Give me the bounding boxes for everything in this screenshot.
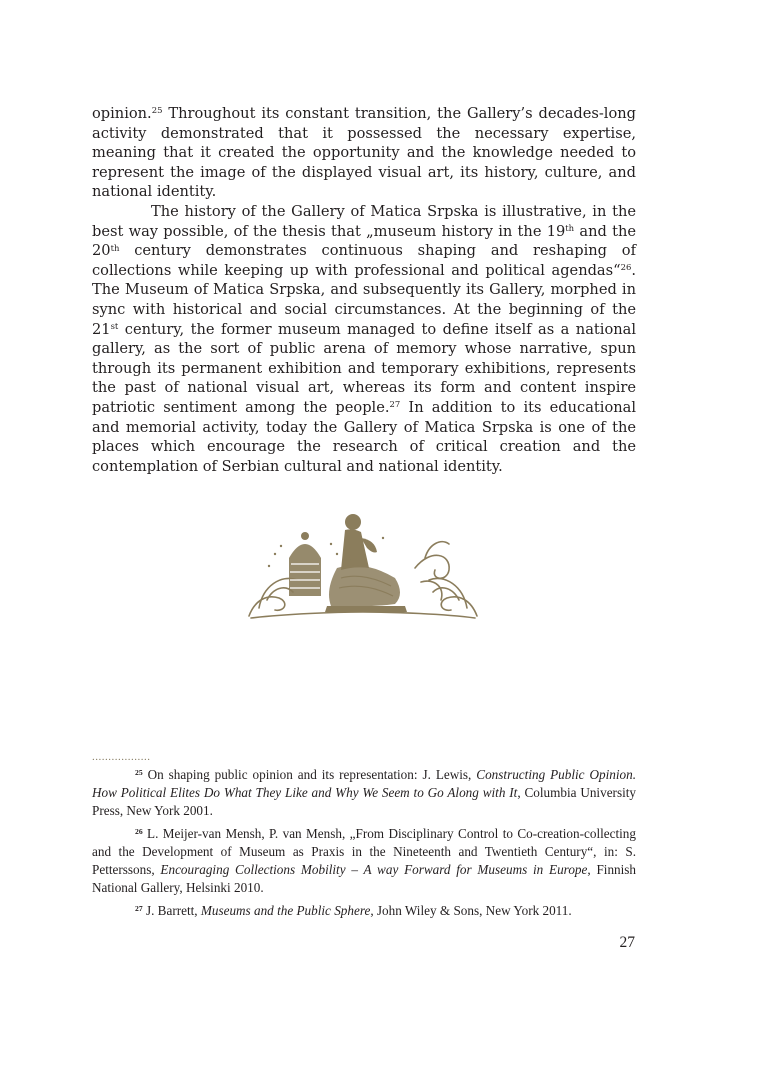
footnote-25 (92, 766, 636, 820)
text-run: century, the former museum managed to define itself as a national gallery, as the sort of public arena of memory whose narrative, spun through its permanent exhibition and temporary exhibitions, represents the past of national visual art, whereas its form and content inspire patriotic sentiment among the people. (92, 320, 636, 416)
italic-title: Encouraging Collections Mobility – A way Forward for Museums in Europe (160, 862, 588, 877)
footnote-27 (92, 902, 636, 920)
italic-title: Constructing Public Opinion. How Political Elites Do What They Like and Why We Seem to Go Along with It (92, 767, 637, 800)
footnote-number: 25 (135, 767, 143, 777)
text-run: , Finnish National Gallery, Helsinki 2010. (92, 862, 637, 895)
paragraph-1 (92, 104, 636, 202)
note-reference: st (110, 320, 119, 331)
text-run: Throughout its constant transition, the Gallery’s decades-long activity demonstrated that it possessed the necessary expertise, meaning that it created the opportunity and the knowledge needed to represent the image of the displayed visual art, its history, culture, and national identity. (92, 105, 636, 201)
text-run: . The Museum of Matica Srpska, and subsequently its Gallery, morphed in sync with historical and social circumstances. At the beginning of the 21 (92, 261, 636, 338)
footnote-number: 27 (135, 903, 143, 913)
page-number: 27 (619, 934, 635, 951)
seated-muse-vignette-icon (245, 508, 481, 626)
text-run: The history of the Gallery of Matica Srpska is illustrative, in the best way possible, of the thesis that „museum history in the 19 (92, 202, 636, 240)
footnotes (92, 750, 636, 925)
paragraph-2 (92, 202, 636, 476)
text-run: , Columbia University Press, New York 2001. (92, 785, 636, 818)
footnote-26 (92, 825, 636, 897)
footnote-number: 26 (135, 826, 143, 836)
text-run: opinion. (92, 105, 152, 122)
note-reference: th (110, 242, 120, 253)
text-run: On shaping public opinion and its representation: J. Lewis, (142, 767, 477, 782)
text-run: and the 20 (92, 222, 636, 260)
italic-title: Museums and the Public Sphere (200, 903, 371, 918)
text-run: In addition to its educational and memorial activity, today the Gallery of Matica Srpska is one of the places which encourage the research of critical creation and the contemplation of Serbian cultural and national identity. (92, 398, 636, 475)
note-reference: 27 (389, 399, 401, 410)
note-reference: 26 (620, 262, 632, 273)
text-run: J. Barrett, (142, 903, 201, 918)
body-text (92, 104, 636, 476)
note-reference: 25 (151, 105, 163, 116)
text-run: century demonstrates continuous shaping and reshaping of collections while keeping up with professional and political agendas“ (92, 242, 636, 279)
footnote-separator: .................. (92, 751, 151, 763)
text-run: L. Meijer-van Mensh, P. van Mensh, „From Disciplinary Control to Co-creation-collecting and the Development of Museum as Praxis in the Nineteenth and Twentieth Century“, in: S. Petterssons, (92, 826, 636, 877)
text-run: , John Wiley & Sons, New York 2011. (370, 903, 572, 918)
note-reference: th (565, 222, 575, 233)
